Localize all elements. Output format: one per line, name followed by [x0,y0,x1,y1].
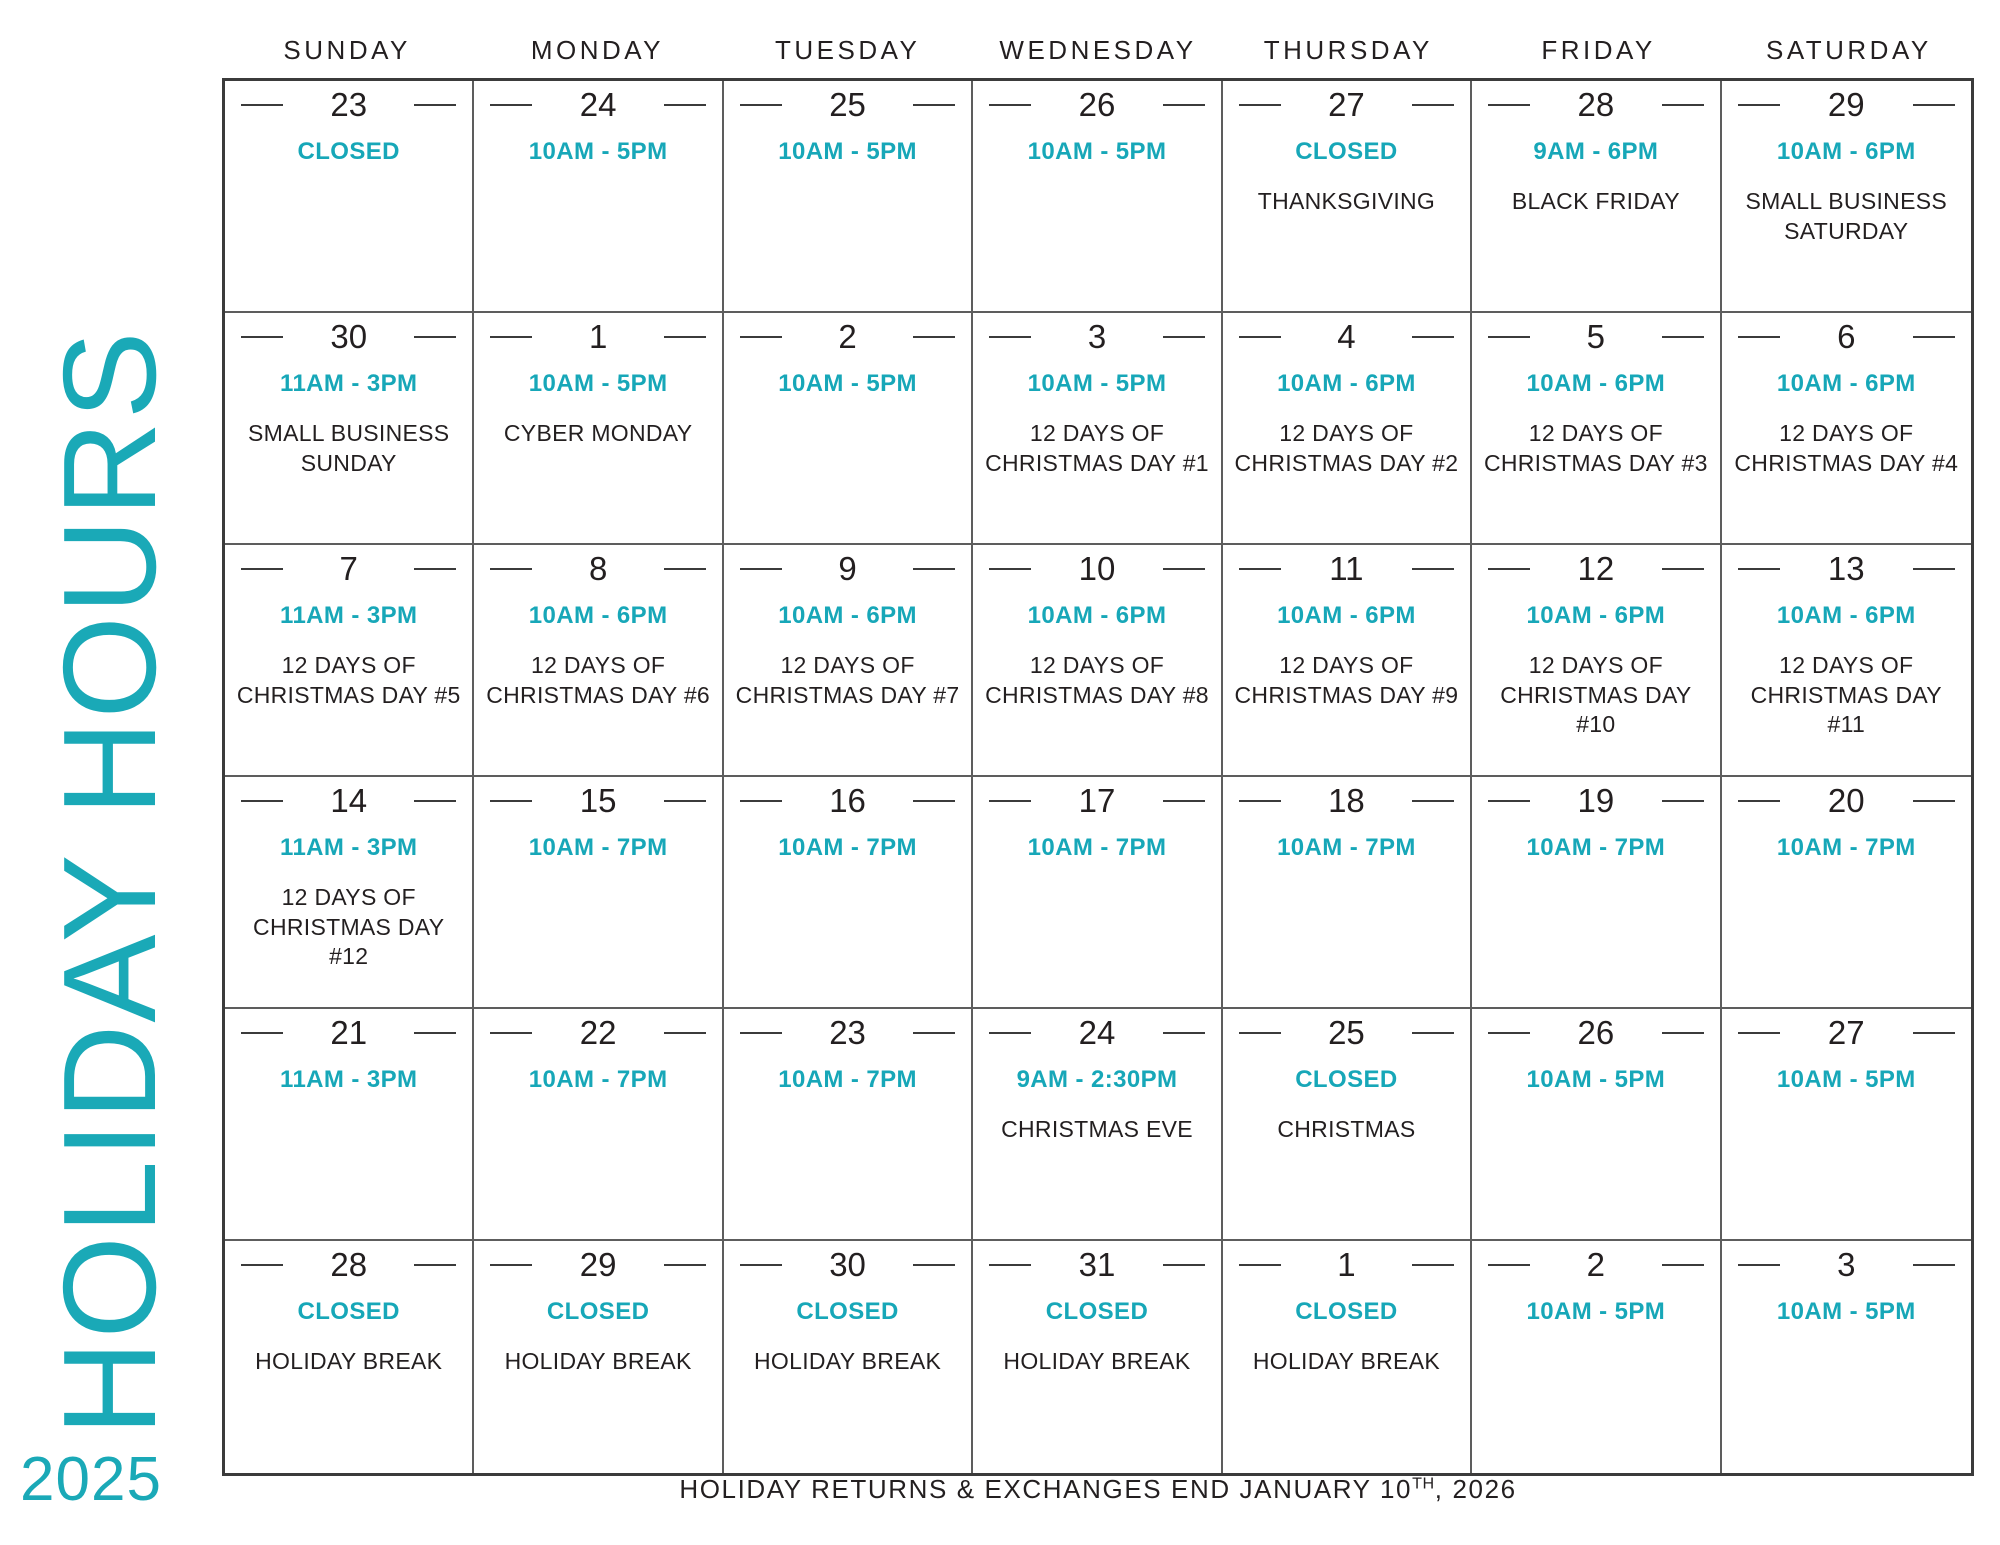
calendar-day-cell [225,777,474,1009]
day-hours: 11AM - 3PM [280,602,418,629]
day-event-label: 12 DAYS OF CHRISTMAS DAY #9 [1234,652,1459,708]
day-number: 25 [817,88,878,121]
day-event-label: SMALL BUSINESS SUNDAY [247,420,450,476]
day-number-rule [983,315,1210,357]
day-event-label: 12 DAYS OF CHRISTMAS DAY #4 [1734,420,1959,476]
calendar-day-cell [474,81,723,313]
day-event-label: 12 DAYS OF CHRISTMAS DAY #12 [253,884,445,970]
calendar-day-cell [973,1009,1222,1241]
day-number: 21 [318,1016,379,1049]
calendar-day-cell [1223,777,1472,1009]
calendar-day-cell [474,545,723,777]
day-hours: 10AM - 6PM [1027,602,1167,629]
day-number-rule [1732,779,1961,821]
day-number-rule [734,547,961,589]
day-event-label: BLACK FRIDAY [1511,188,1680,215]
footer-text-after: , 2026 [1434,1474,1517,1504]
day-hours: CLOSED [1295,138,1398,165]
day-number-rule [983,779,1210,821]
day-hours: 10AM - 5PM [778,138,917,165]
day-number: 1 [1325,1248,1367,1281]
day-hours: 10AM - 6PM [1277,602,1416,629]
calendar-day-cell [973,1241,1222,1473]
day-hours: 10AM - 5PM [1526,1066,1666,1093]
day-number: 26 [1565,1016,1626,1049]
day-number: 11 [1317,552,1375,585]
day-number-rule [1482,83,1709,125]
day-hours: 9AM - 6PM [1533,138,1659,165]
day-event-label: HOLIDAY BREAK [255,1348,443,1375]
day-number-rule [1233,83,1460,125]
footer-text-before: HOLIDAY RETURNS & EXCHANGES END JANUARY 10 [679,1474,1413,1504]
day-event-label: 12 DAYS OF CHRISTMAS DAY #3 [1483,420,1708,476]
day-number: 12 [1565,552,1626,585]
weekday-header-row [222,22,1974,78]
day-number: 8 [577,552,619,585]
day-number-rule [235,779,462,821]
calendar-day-cell [225,1241,474,1473]
calendar-day-cell [225,545,474,777]
weekday-sunday: SUNDAY [283,34,411,65]
day-hours: 11AM - 3PM [280,1066,418,1093]
day-number-rule [484,1011,711,1053]
calendar-day-cell [724,81,973,313]
day-event-label: CHRISTMAS [1277,1116,1416,1143]
calendar-day-cell [1722,81,1971,313]
day-hours: 10AM - 7PM [1277,834,1416,861]
day-number: 18 [1316,784,1377,817]
day-hours: CLOSED [1045,1298,1149,1325]
day-hours: 10AM - 5PM [778,370,917,397]
day-number: 7 [328,552,370,585]
day-number: 27 [1316,88,1377,121]
calendar-day-cell [973,81,1222,313]
day-number-rule [484,83,711,125]
day-event-label: 12 DAYS OF CHRISTMAS DAY #6 [486,652,711,708]
day-hours: 10AM - 5PM [1027,138,1167,165]
day-number-rule [1732,1243,1961,1285]
vertical-title-block [0,0,215,1545]
day-hours: 10AM - 7PM [778,834,917,861]
day-event-label: SMALL BUSINESS SATURDAY [1745,188,1948,244]
calendar-day-cell [1223,1009,1472,1241]
day-event-label: 12 DAYS OF CHRISTMAS DAY #2 [1234,420,1459,476]
calendar-day-cell [474,1009,723,1241]
weekday-thursday: THURSDAY [1263,34,1433,65]
day-hours: 11AM - 3PM [280,370,418,397]
calendar-day-cell [724,1241,973,1473]
calendar [222,22,1974,1522]
day-hours: 10AM - 5PM [1776,1066,1916,1093]
day-number-rule [983,547,1210,589]
calendar-day-cell [1223,81,1472,313]
day-number: 4 [1325,320,1367,353]
calendar-day-cell [1472,777,1721,1009]
calendar-day-cell [724,777,973,1009]
day-hours: CLOSED [297,138,400,165]
day-number: 15 [568,784,629,817]
day-hours: 10AM - 7PM [1776,834,1916,861]
day-number: 22 [568,1016,629,1049]
day-number-rule [1482,1243,1709,1285]
page-title: HOLIDAY HOURS [36,329,183,1436]
calendar-day-cell [1472,81,1721,313]
day-number-rule [1482,1011,1709,1053]
day-event-label: HOLIDAY BREAK [1252,1348,1440,1375]
day-hours: 10AM - 6PM [778,602,917,629]
day-number: 28 [318,1248,379,1281]
calendar-day-cell [1722,545,1971,777]
day-event-label: 12 DAYS OF CHRISTMAS DAY #1 [985,420,1209,476]
day-hours: 10AM - 6PM [1526,602,1666,629]
calendar-day-cell [225,313,474,545]
day-hours: 10AM - 5PM [528,370,668,397]
day-hours: CLOSED [1295,1298,1398,1325]
day-number: 27 [1816,1016,1877,1049]
day-number: 26 [1067,88,1128,121]
calendar-day-cell [1722,1009,1971,1241]
calendar-day-cell [225,81,474,313]
day-number-rule [1233,1011,1460,1053]
day-hours: 10AM - 5PM [528,138,668,165]
day-number: 24 [1067,1016,1128,1049]
day-event-label: HOLIDAY BREAK [504,1348,692,1375]
calendar-day-cell [474,1241,723,1473]
day-number-rule [235,1011,462,1053]
day-number-rule [983,83,1210,125]
day-number: 1 [577,320,619,353]
day-hours: 9AM - 2:30PM [1016,1066,1178,1093]
day-number-rule [1482,779,1709,821]
day-number: 31 [1067,1248,1128,1281]
calendar-day-cell [973,313,1222,545]
day-number: 24 [568,88,629,121]
day-event-label: 12 DAYS OF CHRISTMAS DAY #8 [985,652,1209,708]
calendar-day-cell [1223,1241,1472,1473]
calendar-day-cell [1472,313,1721,545]
day-event-label: THANKSGIVING [1257,188,1436,215]
day-hours: CLOSED [796,1298,899,1325]
calendar-day-cell [1722,777,1971,1009]
calendar-day-cell [724,545,973,777]
day-number-rule [1732,83,1961,125]
day-number-rule [983,1243,1210,1285]
day-number-rule [1482,315,1709,357]
day-hours: 10AM - 5PM [1027,370,1167,397]
calendar-day-cell [724,313,973,545]
calendar-day-cell [1722,1241,1971,1473]
day-number-rule [235,547,462,589]
day-number: 29 [1816,88,1877,121]
day-number-rule [484,1243,711,1285]
day-number: 14 [318,784,379,817]
weekday-wednesday: WEDNESDAY [999,34,1197,65]
day-number-rule [235,83,462,125]
calendar-day-cell [474,313,723,545]
day-number-rule [1233,779,1460,821]
day-hours: 10AM - 7PM [1027,834,1167,861]
day-number-rule [235,1243,462,1285]
calendar-day-cell [1472,545,1721,777]
day-number-rule [983,1011,1210,1053]
day-hours: 10AM - 6PM [1277,370,1416,397]
day-number-rule [1732,315,1961,357]
day-number: 19 [1565,784,1626,817]
day-event-label: HOLIDAY BREAK [1003,1348,1191,1375]
calendar-grid [222,78,1974,1476]
calendar-day-cell [1223,545,1472,777]
day-number: 20 [1816,784,1877,817]
day-number: 23 [817,1016,878,1049]
day-event-label: CYBER MONDAY [503,420,693,447]
day-number: 25 [1316,1016,1377,1049]
day-number-rule [734,1243,961,1285]
day-number-rule [734,83,961,125]
day-number-rule [235,315,462,357]
day-hours: CLOSED [1295,1066,1398,1093]
weekday-friday: FRIDAY [1541,34,1656,65]
day-hours: 10AM - 5PM [1776,1298,1916,1325]
day-number: 9 [826,552,868,585]
day-number: 23 [318,88,379,121]
day-number-rule [1233,1243,1460,1285]
day-number-rule [1732,1011,1961,1053]
day-event-label: 12 DAYS OF CHRISTMAS DAY #11 [1750,652,1942,738]
day-hours: 10AM - 6PM [528,602,668,629]
weekday-monday: MONDAY [530,34,665,65]
day-number: 30 [318,320,379,353]
calendar-day-cell [1722,313,1971,545]
day-hours: 10AM - 6PM [1776,602,1916,629]
day-event-label: 12 DAYS OF CHRISTMAS DAY #10 [1500,652,1692,738]
day-number-rule [734,1011,961,1053]
calendar-day-cell [973,545,1222,777]
calendar-day-cell [474,777,723,1009]
day-number-rule [1233,547,1460,589]
calendar-day-cell [225,1009,474,1241]
calendar-year: 2025 [20,1445,162,1514]
day-hours: 10AM - 6PM [1526,370,1666,397]
calendar-day-cell [1223,313,1472,545]
day-number: 29 [568,1248,629,1281]
day-event-label: 12 DAYS OF CHRISTMAS DAY #7 [735,652,960,708]
day-number: 3 [1825,1248,1867,1281]
footer-note [222,1474,1974,1505]
day-number: 28 [1565,88,1626,121]
day-number-rule [484,315,711,357]
day-hours: 10AM - 5PM [1526,1298,1666,1325]
calendar-day-cell [1472,1009,1721,1241]
day-event-label: HOLIDAY BREAK [754,1348,942,1375]
day-hours: 10AM - 7PM [528,1066,668,1093]
day-number-rule [1233,315,1460,357]
day-hours: CLOSED [297,1298,400,1325]
day-number: 30 [817,1248,878,1281]
day-number-rule [1732,547,1961,589]
weekday-tuesday: TUESDAY [775,34,921,65]
day-hours: CLOSED [546,1298,650,1325]
day-hours: 10AM - 6PM [1776,138,1916,165]
day-number: 13 [1816,552,1877,585]
day-number: 17 [1067,784,1128,817]
day-number-rule [734,315,961,357]
day-hours: 10AM - 7PM [1526,834,1666,861]
day-number: 10 [1067,552,1128,585]
day-number-rule [734,779,961,821]
day-hours: 10AM - 7PM [778,1066,917,1093]
day-hours: 10AM - 7PM [528,834,668,861]
day-event-label: CHRISTMAS EVE [1001,1116,1193,1143]
day-number: 2 [1575,1248,1617,1281]
day-number: 3 [1076,320,1118,353]
day-number-rule [1482,547,1709,589]
day-event-label: 12 DAYS OF CHRISTMAS DAY #5 [236,652,461,708]
day-number: 16 [817,784,878,817]
day-number-rule [484,779,711,821]
day-number-rule [484,547,711,589]
weekday-saturday: SATURDAY [1765,34,1932,65]
calendar-day-cell [1472,1241,1721,1473]
calendar-day-cell [973,777,1222,1009]
calendar-day-cell [724,1009,973,1241]
footer-ordinal-suffix: TH [1412,1474,1435,1493]
day-number: 5 [1575,320,1617,353]
day-number: 6 [1825,320,1867,353]
day-hours: 11AM - 3PM [280,834,418,861]
day-hours: 10AM - 6PM [1776,370,1916,397]
day-number: 2 [826,320,868,353]
